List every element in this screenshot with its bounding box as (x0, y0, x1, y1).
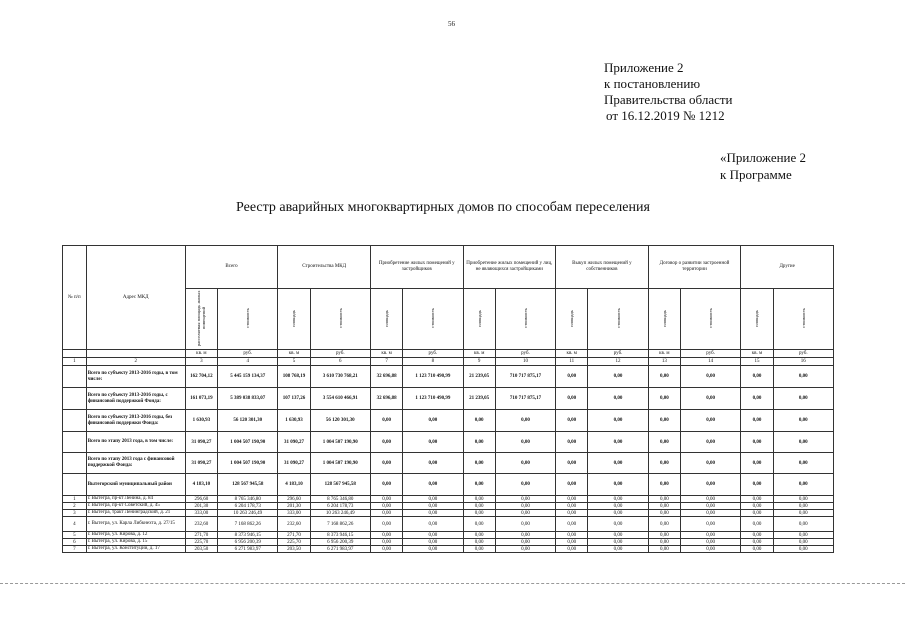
row-value: 0,00 (463, 532, 495, 539)
unit-cell: кв. м (370, 350, 402, 358)
row-value: 0,00 (556, 532, 588, 539)
subheader-cost: стоимость (245, 308, 251, 328)
summary-value: 128 567 945,58 (218, 474, 278, 496)
summary-value: 1 004 507 190,90 (218, 432, 278, 453)
row-value: 0,00 (588, 532, 648, 539)
appendix-block (604, 60, 733, 124)
row-value: 0,00 (403, 546, 463, 553)
row-value: 333,00 (278, 510, 310, 517)
row-value: 0,00 (680, 539, 740, 546)
table-header-row (63, 246, 834, 289)
subheader-area: площадь (384, 309, 390, 327)
row-value: 0,00 (680, 503, 740, 510)
summary-value: 56 120 301,30 (218, 410, 278, 432)
subheader-area: площадь (291, 309, 297, 327)
summary-value: 4 183,10 (278, 474, 310, 496)
row-number: 7 (63, 546, 87, 553)
row-value: 0,00 (556, 510, 588, 517)
subheader-cost: стоимость (522, 308, 528, 328)
row-value: 10 263 246,49 (218, 510, 278, 517)
summary-num-cell (63, 474, 87, 496)
row-value: 201,30 (185, 503, 217, 510)
summary-row (63, 388, 834, 410)
row-value: 0,00 (370, 503, 402, 510)
row-value: 0,00 (773, 510, 833, 517)
row-value: 0,00 (556, 517, 588, 532)
table-row (63, 546, 834, 553)
summary-num-cell (63, 410, 87, 432)
summary-value: 21 239,05 (463, 366, 495, 388)
row-number: 2 (63, 503, 87, 510)
row-value: 0,00 (403, 517, 463, 532)
summary-label: Всего по субъекту 2013-2016 годы, в том числе: (86, 366, 185, 388)
row-value: 203,50 (185, 546, 217, 553)
summary-value: 0,00 (495, 474, 555, 496)
unit-cell: руб. (588, 350, 648, 358)
row-value: 0,00 (648, 539, 680, 546)
summary-value: 0,00 (370, 410, 402, 432)
row-address: г. Вытегра, тракт Ленинградский, д. 21 (86, 510, 185, 517)
subheader-total-area: расселяемая площадь жилых помещений (196, 290, 207, 346)
column-number-cell: 14 (680, 358, 740, 366)
row-value: 0,00 (680, 517, 740, 532)
unit-cell: кв. м (278, 350, 310, 358)
subheader-area: площадь (569, 309, 575, 327)
row-value: 0,00 (773, 539, 833, 546)
unit-cell: руб. (310, 350, 370, 358)
summary-value: 0,00 (588, 453, 648, 474)
row-value: 0,00 (648, 517, 680, 532)
row-value: 0,00 (403, 496, 463, 503)
row-value: 0,00 (680, 546, 740, 553)
summary-row (63, 432, 834, 453)
summary-num-cell (63, 366, 87, 388)
summary-value: 0,00 (463, 432, 495, 453)
row-value: 0,00 (648, 496, 680, 503)
row-value: 0,00 (588, 503, 648, 510)
row-number: 1 (63, 496, 87, 503)
summary-value: 0,00 (556, 410, 588, 432)
row-value: 0,00 (773, 532, 833, 539)
summary-label: Всего по этапу 2013 года, в том числе: (86, 432, 185, 453)
summary-value: 107 137,26 (278, 388, 310, 410)
row-value: 0,00 (680, 510, 740, 517)
column-number-cell: 6 (310, 358, 370, 366)
header-acquisition-developers: Приобретение жилых помещений у застройщиков (370, 246, 463, 289)
row-value: 0,00 (463, 546, 495, 553)
row-address: г. Вытегра, ул. Карла Либкнехта, д. 27/15 (86, 517, 185, 532)
row-value: 225,70 (185, 539, 217, 546)
summary-label: Вытегорский муниципальный район (86, 474, 185, 496)
row-value: 6 271 983,97 (310, 546, 370, 553)
row-address: г. Вытегра, ул. Кирова, д. 12 (86, 532, 185, 539)
table-row (63, 503, 834, 510)
summary-value: 21 239,05 (463, 388, 495, 410)
column-number-cell: 4 (218, 358, 278, 366)
row-value: 0,00 (495, 546, 555, 553)
row-value: 0,00 (403, 532, 463, 539)
summary-value: 710 717 875,17 (495, 366, 555, 388)
summary-num-cell (63, 388, 87, 410)
row-value: 0,00 (648, 546, 680, 553)
summary-value: 0,00 (588, 366, 648, 388)
column-number-cell: 10 (495, 358, 555, 366)
row-value: 0,00 (495, 510, 555, 517)
subheader-cost: стоимость (337, 308, 343, 328)
row-value: 6 956 200,39 (218, 539, 278, 546)
summary-value: 31 090,27 (278, 432, 310, 453)
row-value: 0,00 (556, 546, 588, 553)
summary-row (63, 453, 834, 474)
unit-cell: кв. м (648, 350, 680, 358)
row-value: 0,00 (495, 517, 555, 532)
summary-value: 0,00 (773, 388, 833, 410)
column-number-cell: 5 (278, 358, 310, 366)
summary-value: 1 630,93 (278, 410, 310, 432)
row-value: 296,60 (185, 496, 217, 503)
summary-value: 0,00 (403, 410, 463, 432)
summary-value: 0,00 (556, 432, 588, 453)
subheader-area: площадь (754, 309, 760, 327)
summary-label: Всего по субъекту 2013-2016 годы, без финансовой поддержки Фонда: (86, 410, 185, 432)
row-value: 0,00 (773, 503, 833, 510)
program-appendix-block (720, 149, 806, 183)
subheader-area: площадь (661, 309, 667, 327)
row-value: 0,00 (741, 546, 773, 553)
row-value: 0,00 (370, 496, 402, 503)
row-value: 6 271 983,97 (218, 546, 278, 553)
row-value: 0,00 (741, 510, 773, 517)
row-value: 0,00 (741, 517, 773, 532)
units-empty (86, 350, 185, 358)
subheader-cost: стоимость (615, 308, 621, 328)
summary-value: 5 445 159 134,37 (218, 366, 278, 388)
appendix-line: к постановлению (604, 76, 701, 91)
unit-cell: руб. (680, 350, 740, 358)
page-number: 56 (448, 20, 455, 28)
summary-value: 0,00 (741, 474, 773, 496)
row-value: 7 168 862,26 (218, 517, 278, 532)
summary-value: 0,00 (773, 453, 833, 474)
row-value: 0,00 (403, 510, 463, 517)
row-value: 225,70 (278, 539, 310, 546)
header-num: № п/п (63, 246, 87, 350)
unit-cell: руб. (773, 350, 833, 358)
summary-value: 0,00 (463, 453, 495, 474)
summary-value: 162 704,12 (185, 366, 217, 388)
summary-row (63, 474, 834, 496)
summary-value: 31 090,27 (278, 453, 310, 474)
summary-value: 0,00 (588, 432, 648, 453)
summary-value: 3 554 610 466,91 (310, 388, 370, 410)
summary-value: 1 004 507 190,90 (310, 432, 370, 453)
row-address: г. Вытегра, пр-кт Ленина, д. 84 (86, 496, 185, 503)
summary-value: 0,00 (370, 432, 402, 453)
row-address: г. Вытегра, ул. Конституции, д. 17 (86, 546, 185, 553)
row-value: 0,00 (370, 517, 402, 532)
column-number-cell: 9 (463, 358, 495, 366)
unit-cell: руб. (403, 350, 463, 358)
row-value: 0,00 (495, 503, 555, 510)
summary-value: 0,00 (680, 453, 740, 474)
subheader-cost: стоимость (800, 308, 806, 328)
table-row (63, 517, 834, 532)
header-redevelopment: Договор о развитии застроенной территории (648, 246, 741, 289)
summary-value: 0,00 (495, 453, 555, 474)
summary-value: 0,00 (773, 474, 833, 496)
row-value: 0,00 (588, 496, 648, 503)
row-value: 0,00 (741, 532, 773, 539)
row-value: 6 956 200,39 (310, 539, 370, 546)
unit-cell: руб. (218, 350, 278, 358)
summary-value: 0,00 (588, 410, 648, 432)
column-number-cell: 11 (556, 358, 588, 366)
row-value: 0,00 (403, 539, 463, 546)
row-value: 8 765 346,80 (310, 496, 370, 503)
summary-value: 0,00 (741, 410, 773, 432)
summary-value: 0,00 (680, 366, 740, 388)
summary-value: 0,00 (556, 366, 588, 388)
summary-value: 0,00 (648, 453, 680, 474)
row-value: 0,00 (741, 503, 773, 510)
summary-num-cell (63, 453, 87, 474)
subheader-cost: стоимость (708, 308, 714, 328)
table-row (63, 539, 834, 546)
summary-value: 5 389 038 833,07 (218, 388, 278, 410)
row-value: 0,00 (588, 539, 648, 546)
header-address: Адрес МКД (86, 246, 185, 350)
page-bottom-divider (0, 583, 905, 584)
column-number-cell: 3 (185, 358, 217, 366)
summary-value: 0,00 (680, 432, 740, 453)
program-appendix-line: «Приложение 2 (720, 150, 807, 165)
header-other: Другие (741, 246, 834, 289)
summary-value: 0,00 (680, 388, 740, 410)
row-value: 0,00 (588, 546, 648, 553)
row-value: 0,00 (648, 510, 680, 517)
row-value: 0,00 (773, 546, 833, 553)
summary-value: 0,00 (741, 432, 773, 453)
header-acquisition-nondevelopers: Приобретение жилых помещений у лиц, не являющихся застройщиками (463, 246, 556, 289)
summary-value: 0,00 (680, 474, 740, 496)
header-buyout: Выкуп жилых помещений у собственников (556, 246, 649, 289)
row-value: 0,00 (370, 510, 402, 517)
row-number: 3 (63, 510, 87, 517)
column-number-cell: 8 (403, 358, 463, 366)
row-value: 10 263 246,49 (310, 510, 370, 517)
summary-value: 3 610 730 768,21 (310, 366, 370, 388)
column-number-cell: 1 (63, 358, 87, 366)
row-address: г. Вытегра, ул. Кирова, д. 15 (86, 539, 185, 546)
header-total: Всего (185, 246, 278, 289)
summary-value: 4 183,10 (185, 474, 217, 496)
row-value: 8 765 346,80 (218, 496, 278, 503)
unit-cell: кв. м (741, 350, 773, 358)
row-value: 0,00 (495, 539, 555, 546)
row-value: 0,00 (680, 496, 740, 503)
summary-value: 0,00 (648, 388, 680, 410)
row-value: 0,00 (370, 532, 402, 539)
summary-value: 31 090,27 (185, 453, 217, 474)
summary-value: 0,00 (495, 410, 555, 432)
row-value: 0,00 (773, 517, 833, 532)
row-value: 0,00 (556, 503, 588, 510)
summary-label: Всего по субъекту 2013-2016 годы, с финансовой поддержкой Фонда: (86, 388, 185, 410)
row-value: 6 204 178,73 (218, 503, 278, 510)
row-value: 0,00 (403, 503, 463, 510)
table-row (63, 510, 834, 517)
summary-value: 0,00 (556, 388, 588, 410)
row-value: 232,60 (185, 517, 217, 532)
subheader-cost: стоимость (430, 308, 436, 328)
row-number: 6 (63, 539, 87, 546)
summary-value: 0,00 (588, 474, 648, 496)
summary-value: 1 123 710 490,99 (403, 388, 463, 410)
summary-value: 0,00 (556, 453, 588, 474)
summary-value: 0,00 (370, 453, 402, 474)
summary-value: 0,00 (773, 432, 833, 453)
summary-value: 161 073,19 (185, 388, 217, 410)
column-number-cell: 12 (588, 358, 648, 366)
summary-value: 0,00 (495, 432, 555, 453)
row-value: 0,00 (370, 546, 402, 553)
summary-row (63, 366, 834, 388)
row-value: 0,00 (463, 496, 495, 503)
summary-value: 0,00 (648, 410, 680, 432)
row-value: 0,00 (463, 510, 495, 517)
row-value: 6 204 178,73 (310, 503, 370, 510)
summary-value: 0,00 (370, 474, 402, 496)
table-row (63, 496, 834, 503)
appendix-line: Правительства области (604, 92, 733, 107)
row-value: 0,00 (588, 517, 648, 532)
column-number-cell: 16 (773, 358, 833, 366)
table-body (63, 246, 834, 553)
summary-value: 1 630,93 (185, 410, 217, 432)
summary-value: 710 717 875,17 (495, 388, 555, 410)
summary-value: 0,00 (648, 432, 680, 453)
row-value: 0,00 (556, 496, 588, 503)
unit-cell: кв. м (556, 350, 588, 358)
unit-cell: кв. м (463, 350, 495, 358)
column-numbers-row (63, 358, 834, 366)
summary-value: 0,00 (588, 388, 648, 410)
appendix-line: Приложение 2 (604, 60, 684, 75)
summary-value: 32 696,88 (370, 366, 402, 388)
row-value: 8 373 946,15 (310, 532, 370, 539)
row-value: 203,50 (278, 546, 310, 553)
row-value: 0,00 (495, 532, 555, 539)
column-number-cell: 7 (370, 358, 402, 366)
summary-value: 0,00 (403, 474, 463, 496)
row-value: 271,70 (278, 532, 310, 539)
registry-table (62, 245, 834, 553)
column-number-cell: 15 (741, 358, 773, 366)
summary-value: 0,00 (648, 366, 680, 388)
subheader-area: площадь (476, 309, 482, 327)
column-number-cell: 13 (648, 358, 680, 366)
summary-value: 0,00 (403, 432, 463, 453)
summary-value: 0,00 (773, 410, 833, 432)
row-value: 0,00 (741, 539, 773, 546)
summary-value: 0,00 (680, 410, 740, 432)
summary-value: 1 004 507 190,90 (218, 453, 278, 474)
appendix-line: от 16.12.2019 № 1212 (606, 108, 725, 123)
row-value: 0,00 (648, 503, 680, 510)
summary-value: 0,00 (741, 453, 773, 474)
summary-value: 0,00 (403, 453, 463, 474)
summary-value: 31 090,27 (185, 432, 217, 453)
summary-value: 0,00 (773, 366, 833, 388)
row-value: 296,60 (278, 496, 310, 503)
row-value: 7 168 862,26 (310, 517, 370, 532)
summary-num-cell (63, 432, 87, 453)
summary-value: 0,00 (463, 474, 495, 496)
summary-value: 0,00 (556, 474, 588, 496)
row-number: 5 (63, 532, 87, 539)
summary-value: 0,00 (741, 366, 773, 388)
summary-value: 56 120 301,30 (310, 410, 370, 432)
summary-value: 1 004 507 190,90 (310, 453, 370, 474)
table-row (63, 532, 834, 539)
summary-value: 32 696,88 (370, 388, 402, 410)
row-value: 0,00 (463, 539, 495, 546)
units-empty (63, 350, 87, 358)
row-value: 333,00 (185, 510, 217, 517)
row-value: 0,00 (588, 510, 648, 517)
row-value: 0,00 (556, 539, 588, 546)
row-value: 232,60 (278, 517, 310, 532)
program-appendix-line: к Программе (720, 167, 792, 182)
unit-cell: кв. м (185, 350, 217, 358)
units-row (63, 350, 834, 358)
row-value: 8 373 946,15 (218, 532, 278, 539)
row-value: 201,30 (278, 503, 310, 510)
summary-value: 0,00 (648, 474, 680, 496)
summary-label: Всего по этапу 2013 года с финансовой поддержкой Фонда: (86, 453, 185, 474)
row-number: 4 (63, 517, 87, 532)
summary-row (63, 410, 834, 432)
row-value: 0,00 (680, 532, 740, 539)
unit-cell: руб. (495, 350, 555, 358)
row-value: 0,00 (741, 496, 773, 503)
row-value: 0,00 (495, 496, 555, 503)
column-number-cell: 2 (86, 358, 185, 366)
row-value: 271,70 (185, 532, 217, 539)
row-address: г. Вытегра, пр-кт Советский, д. 45 (86, 503, 185, 510)
row-value: 0,00 (773, 496, 833, 503)
summary-value: 0,00 (741, 388, 773, 410)
summary-value: 108 768,19 (278, 366, 310, 388)
row-value: 0,00 (463, 503, 495, 510)
header-construction: Строительства МКД (278, 246, 371, 289)
row-value: 0,00 (463, 517, 495, 532)
row-value: 0,00 (648, 532, 680, 539)
summary-value: 0,00 (463, 410, 495, 432)
document-title: Реестр аварийных многоквартирных домов по способам переселения (236, 200, 650, 215)
summary-value: 1 123 710 490,99 (403, 366, 463, 388)
row-value: 0,00 (370, 539, 402, 546)
summary-value: 128 567 945,58 (310, 474, 370, 496)
